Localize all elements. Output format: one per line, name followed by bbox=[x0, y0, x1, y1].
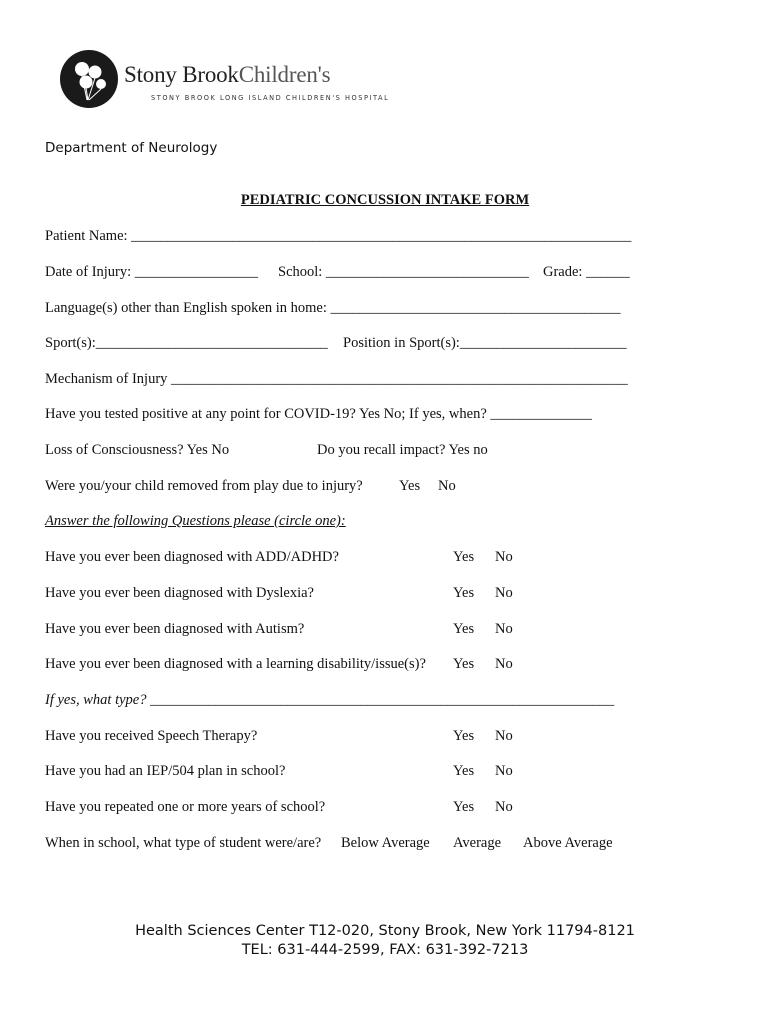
mechanism-field[interactable]: Mechanism of Injury _______________________________________________________________ bbox=[45, 371, 628, 387]
answer-no-option[interactable]: No bbox=[495, 656, 513, 672]
brand-subtitle: STONY BROOK LONG ISLAND CHILDREN'S HOSPITAL bbox=[151, 94, 390, 102]
question-autism: Have you ever been diagnosed with Autism? bbox=[45, 621, 305, 637]
removed-yes-option[interactable]: Yes bbox=[399, 478, 421, 494]
question-student-type: When in school, what type of student were/are? bbox=[45, 835, 322, 851]
question-speech-therapy: Have you received Speech Therapy? bbox=[45, 728, 258, 744]
position-field[interactable]: Position in Sport(s):_______________________ bbox=[343, 335, 627, 351]
average-option[interactable]: Average bbox=[453, 835, 502, 851]
question-repeated-year: Have you repeated one or more years of school? bbox=[45, 799, 326, 815]
answer-no-option[interactable]: No bbox=[495, 585, 513, 601]
languages-field[interactable]: Language(s) other than English spoken in home: ________________________________________ bbox=[45, 300, 621, 316]
answer-yes-option[interactable]: Yes bbox=[453, 549, 475, 565]
question-add-adhd: Have you ever been diagnosed with ADD/ADHD? bbox=[45, 549, 339, 565]
footer-contact: TEL: 631-444-2599, FAX: 631-392-7213 bbox=[241, 942, 529, 958]
question-learning-disability: Have you ever been diagnosed with a learning disability/issue(s)? bbox=[45, 656, 426, 672]
loc-question[interactable]: Loss of Consciousness? Yes No bbox=[45, 442, 230, 458]
form-title: PEDIATRIC CONCUSSION INTAKE FORM bbox=[240, 192, 530, 208]
school-field[interactable]: School: ____________________________ bbox=[278, 264, 529, 280]
answer-no-option[interactable]: No bbox=[495, 799, 513, 815]
question-dyslexia: Have you ever been diagnosed with Dyslexia? bbox=[45, 585, 314, 601]
recall-question[interactable]: Do you recall impact? Yes no bbox=[317, 442, 488, 458]
below-average-option[interactable]: Below Average bbox=[341, 835, 430, 851]
sports-field[interactable]: Sport(s):________________________________ bbox=[45, 335, 328, 351]
question-iep-504: Have you had an IEP/504 plan in school? bbox=[45, 763, 286, 779]
patient-name-field[interactable]: Patient Name: _____________________________________________________________________ bbox=[45, 228, 632, 244]
instructions: Answer the following Questions please (circle one): bbox=[45, 513, 346, 529]
removed-question: Were you/your child removed from play due to injury? bbox=[45, 478, 363, 494]
answer-no-option[interactable]: No bbox=[495, 728, 513, 744]
removed-no-option[interactable]: No bbox=[438, 478, 456, 494]
date-of-injury-field[interactable]: Date of Injury: _________________ bbox=[45, 264, 259, 280]
footer-address: Health Sciences Center T12-020, Stony Brook, New York 11794-8121 bbox=[135, 923, 635, 939]
balloons-logo-icon bbox=[60, 50, 118, 108]
answer-no-option[interactable]: No bbox=[495, 549, 513, 565]
answer-yes-option[interactable]: Yes bbox=[453, 799, 475, 815]
brand-secondary: Children's bbox=[238, 62, 331, 87]
answer-yes-option[interactable]: Yes bbox=[453, 763, 475, 779]
brand-name bbox=[124, 62, 330, 88]
if-yes-type-field[interactable]: If yes, what type? ________________________________________________________________ bbox=[45, 692, 615, 708]
answer-yes-option[interactable]: Yes bbox=[453, 728, 475, 744]
answer-no-option[interactable]: No bbox=[495, 621, 513, 637]
answer-yes-option[interactable]: Yes bbox=[453, 621, 475, 637]
brand-primary: Stony Brook bbox=[124, 62, 239, 87]
covid-question[interactable]: Have you tested positive at any point for COVID-19? Yes No; If yes, when? ______________ bbox=[45, 406, 592, 422]
answer-yes-option[interactable]: Yes bbox=[453, 585, 475, 601]
above-average-option[interactable]: Above Average bbox=[523, 835, 613, 851]
grade-field[interactable]: Grade: ______ bbox=[543, 264, 630, 280]
department-label: Department of Neurology bbox=[45, 140, 218, 156]
answer-yes-option[interactable]: Yes bbox=[453, 656, 475, 672]
answer-no-option[interactable]: No bbox=[495, 763, 513, 779]
